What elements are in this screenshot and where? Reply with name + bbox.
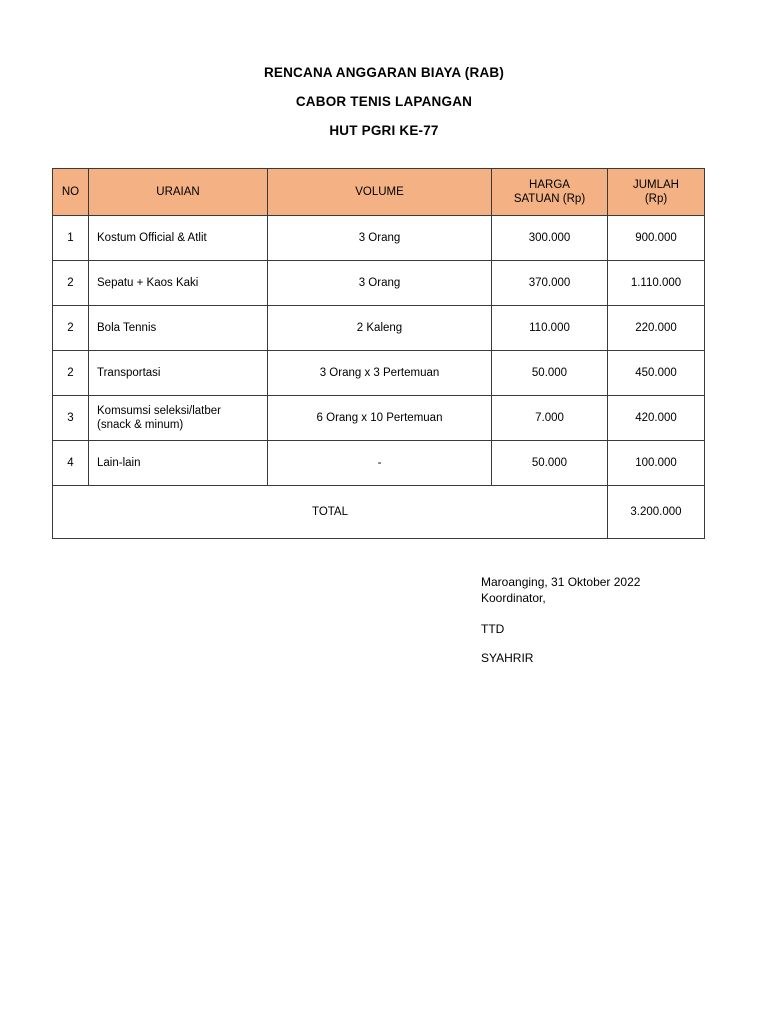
column-header-no: NO — [53, 169, 89, 216]
cell-no: 1 — [53, 216, 89, 261]
cell-uraian-line-2: (snack & minum) — [97, 419, 184, 431]
table-header-row — [53, 169, 705, 216]
table-row — [53, 351, 705, 396]
cell-no: 2 — [53, 351, 89, 396]
cell-uraian — [89, 261, 268, 306]
cell-jumlah: 420.000 — [608, 396, 705, 441]
column-header-jumlah-line-2: (Rp) — [644, 193, 668, 205]
cell-uraian — [89, 351, 268, 396]
document-title-block — [0, 58, 768, 145]
cell-volume: 6 Orang x 10 Pertemuan — [268, 396, 492, 441]
cell-jumlah: 900.000 — [608, 216, 705, 261]
column-header-harga-line-2: SATUAN (Rp) — [513, 193, 586, 205]
signature-spacer-2 — [481, 637, 741, 650]
table-header — [53, 169, 705, 216]
cell-uraian-line-1: Transportasi — [97, 367, 161, 379]
cell-uraian-line-1: Kostum Official & Atlit — [97, 232, 207, 244]
signature-role: Koordinator, — [481, 591, 546, 605]
column-header-harga-line-1: HARGA — [529, 179, 570, 191]
cell-uraian-line-1: Lain-lain — [97, 457, 141, 469]
cell-harga-satuan: 370.000 — [492, 261, 608, 306]
table-row — [53, 261, 705, 306]
signature-spacer-1 — [481, 606, 741, 621]
cell-volume: 3 Orang — [268, 261, 492, 306]
column-header-jumlah — [608, 169, 705, 216]
cell-no: 2 — [53, 306, 89, 351]
cell-harga-satuan: 50.000 — [492, 351, 608, 396]
cell-uraian-line-1: Sepatu + Kaos Kaki — [97, 277, 199, 289]
cell-no: 4 — [53, 441, 89, 486]
cell-jumlah: 1.110.000 — [608, 261, 705, 306]
cell-uraian — [89, 306, 268, 351]
cell-uraian — [89, 396, 268, 441]
signature-name: SYAHRIR — [481, 651, 534, 665]
total-value: 3.200.000 — [608, 486, 705, 539]
cell-volume: 3 Orang — [268, 216, 492, 261]
table-row — [53, 441, 705, 486]
cell-volume: 2 Kaleng — [268, 306, 492, 351]
table-row — [53, 306, 705, 351]
column-header-jumlah-line-1: JUMLAH — [632, 179, 679, 191]
cell-uraian — [89, 216, 268, 261]
cell-harga-satuan: 7.000 — [492, 396, 608, 441]
title-line-1: RENCANA ANGGARAN BIAYA (RAB) — [263, 65, 505, 80]
table-body — [53, 216, 705, 539]
cell-harga-satuan: 300.000 — [492, 216, 608, 261]
cell-jumlah: 220.000 — [608, 306, 705, 351]
cell-jumlah: 450.000 — [608, 351, 705, 396]
table-total-row — [53, 486, 705, 539]
signature-ttd: TTD — [481, 622, 505, 636]
table-row — [53, 216, 705, 261]
cell-volume: 3 Orang x 3 Pertemuan — [268, 351, 492, 396]
signature-place-date: Maroanging, 31 Oktober 2022 — [481, 575, 641, 589]
cell-volume: - — [268, 441, 492, 486]
column-header-harga-satuan — [492, 169, 608, 216]
cell-no: 2 — [53, 261, 89, 306]
title-line-2: CABOR TENIS LAPANGAN — [295, 94, 473, 109]
cell-uraian-line-1: Komsumsi seleksi/latber — [97, 405, 221, 417]
cell-uraian-line-1: Bola Tennis — [97, 322, 157, 334]
signature-block — [481, 574, 741, 666]
column-header-uraian: URAIAN — [89, 169, 268, 216]
cell-harga-satuan: 110.000 — [492, 306, 608, 351]
cell-jumlah: 100.000 — [608, 441, 705, 486]
title-line-3: HUT PGRI KE-77 — [329, 123, 439, 138]
column-header-volume: VOLUME — [268, 169, 492, 216]
budget-table — [52, 168, 705, 539]
total-label: TOTAL — [53, 486, 608, 539]
cell-uraian — [89, 441, 268, 486]
cell-harga-satuan: 50.000 — [492, 441, 608, 486]
cell-no: 3 — [53, 396, 89, 441]
table-row — [53, 396, 705, 441]
